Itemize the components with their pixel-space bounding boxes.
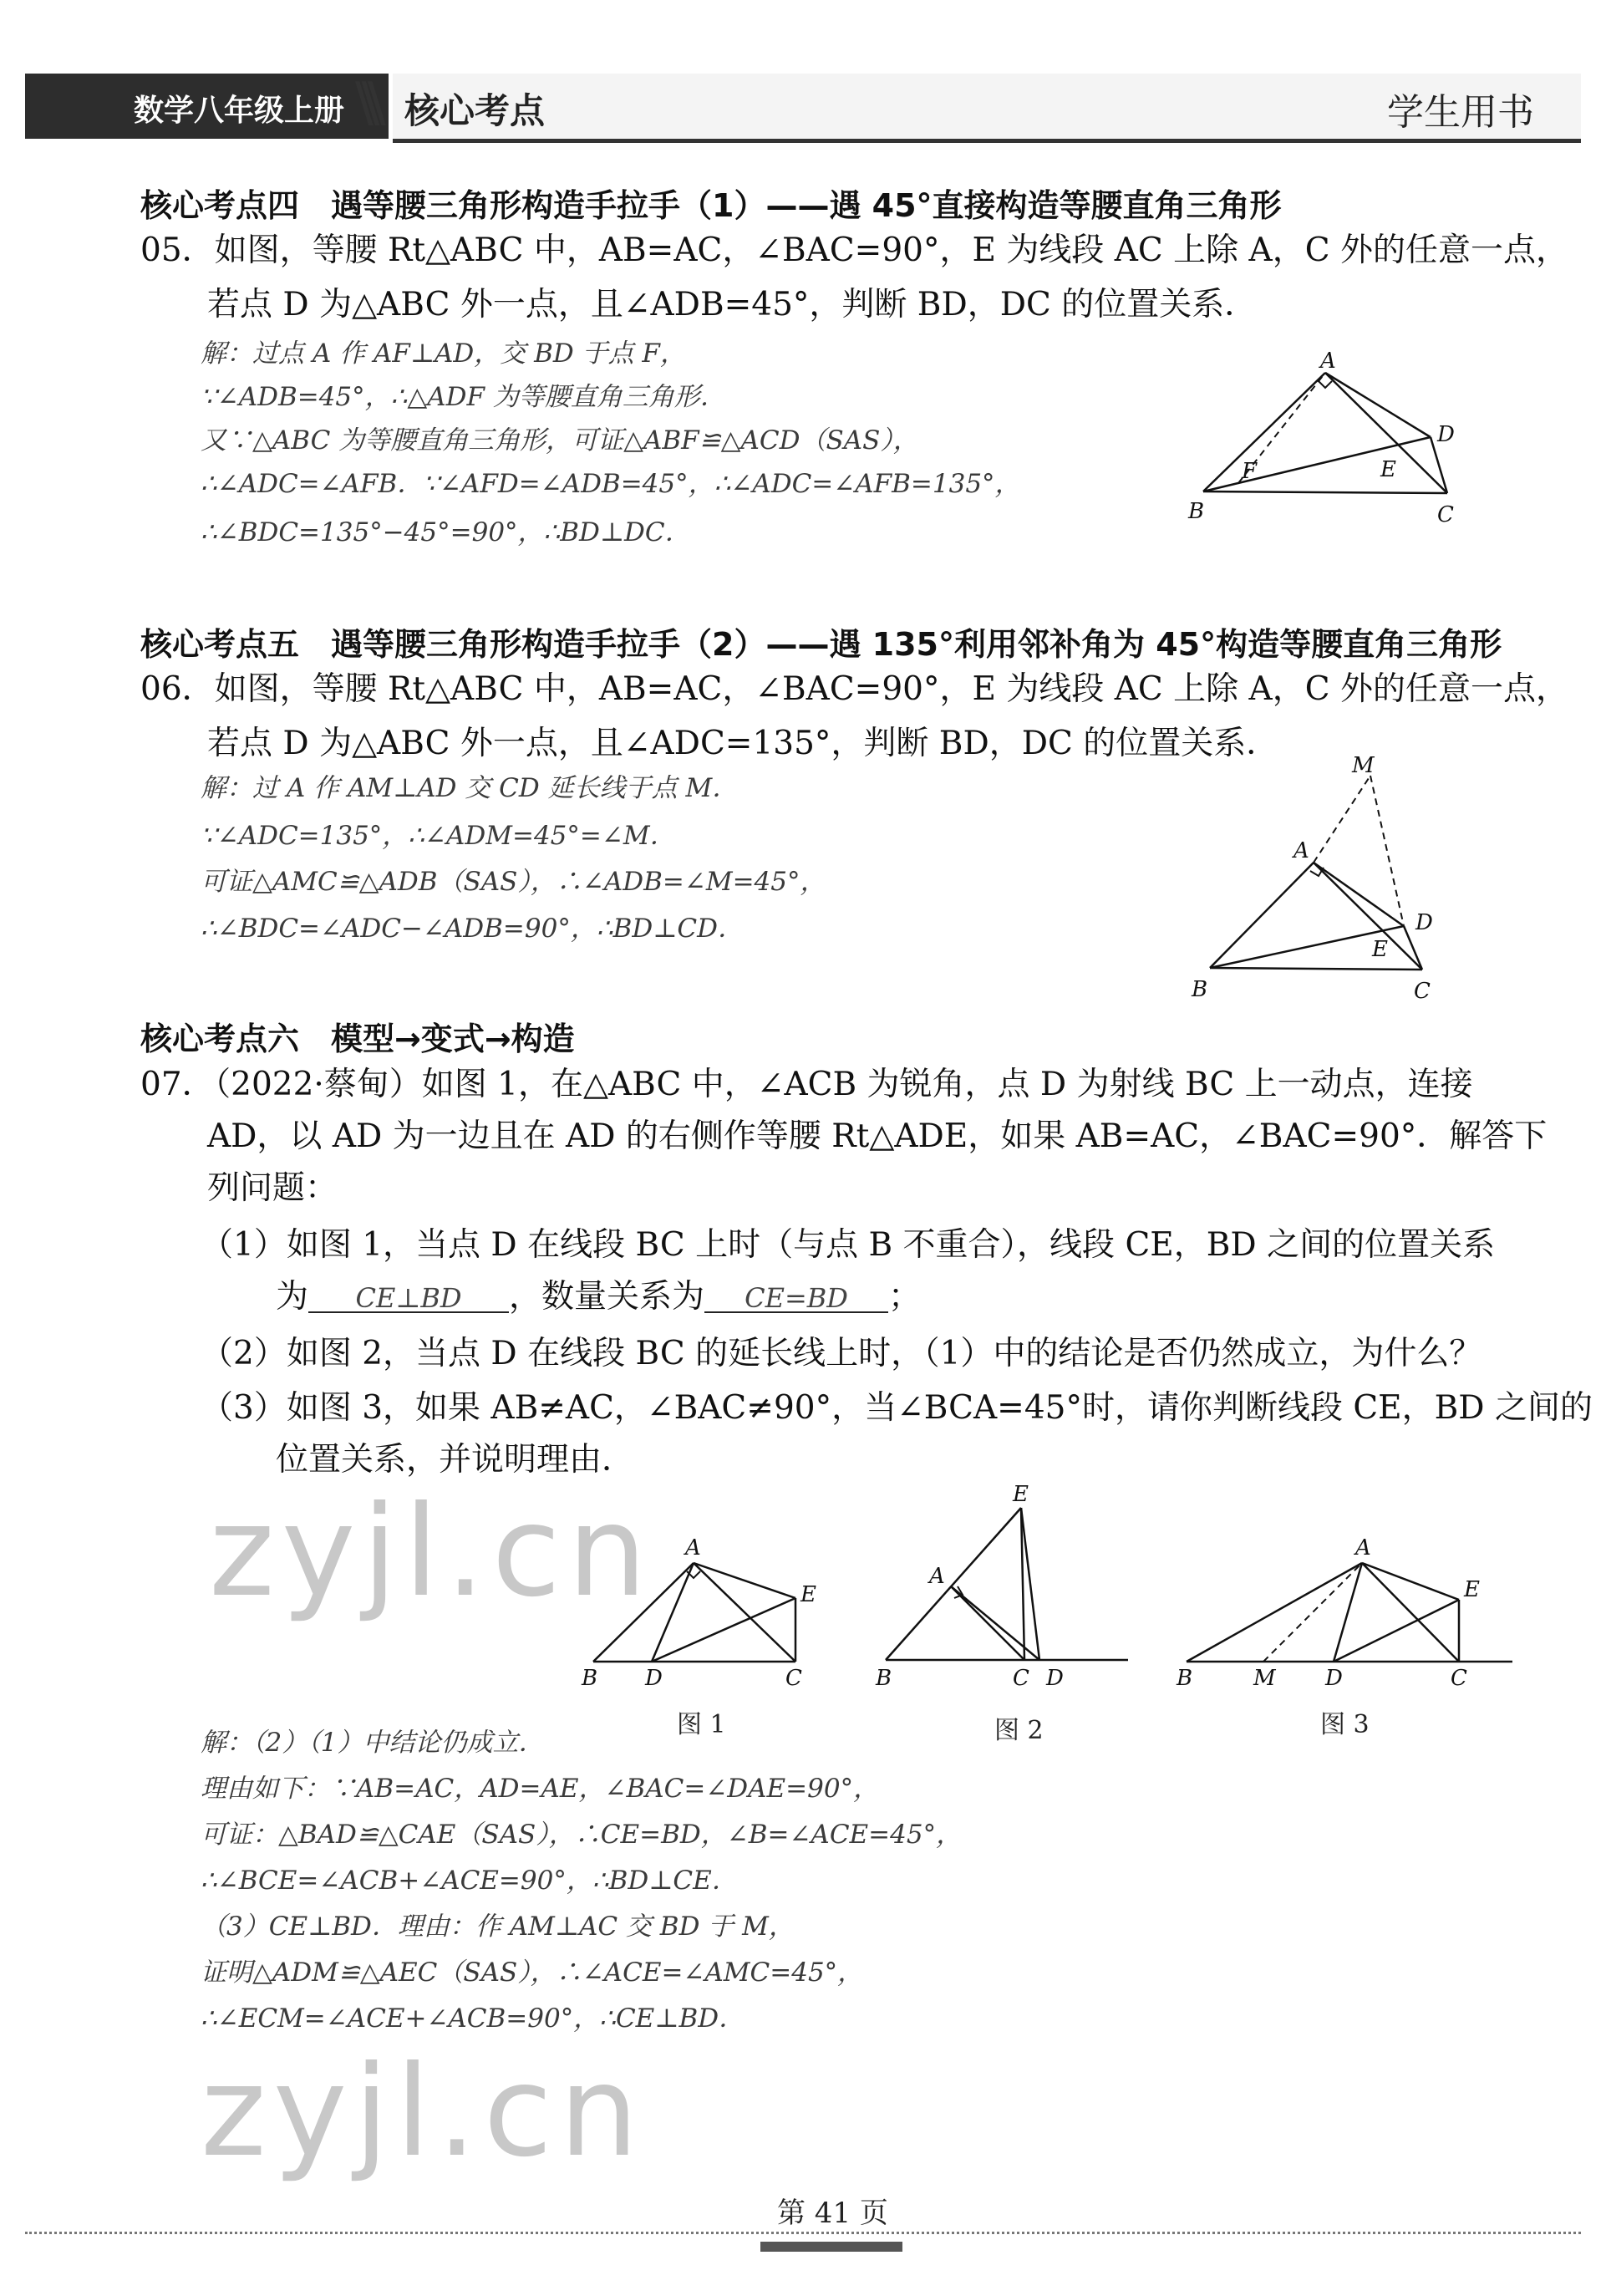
q07-sol-6: 证明△ADM≌△AEC（SAS），∴∠ACE=∠AMC=45°， [201,1957,864,1988]
q05-line2: 若点 D 为△ABC 外一点，且∠ADB=45°，判断 BD，DC 的位置关系． [207,286,1258,323]
fig2-label-b: B [876,1666,892,1688]
q07-part1-pre: 为 [276,1278,309,1316]
q07-part3-line2: 位置关系，并说明理由． [276,1441,635,1479]
fig2-label-c: C [1013,1666,1029,1688]
q07-sol-5: （3）CE⊥BD．理由：作 AM⊥AC 交 BD 于 M， [201,1912,795,1942]
q07-answer-quantity: CE=BD [704,1285,888,1313]
header-book-type: 学生用书 [1387,91,1534,134]
watermark-1: zyjl.cn [209,1479,654,1625]
fig2-label-e: E [1013,1482,1029,1507]
q07-part1-mid: ，数量关系为 [509,1278,705,1316]
fig06-label-c: C [1414,979,1431,1004]
page-number: 第 41 页 [777,2197,888,2230]
fig1-label-e: E [800,1582,816,1607]
q07-part1-line1: （1）如图 1，当点 D 在线段 BC 上时（与点 B 不重合），线段 CE，BD 之间的位置关系 [201,1226,1496,1264]
fig06-label-a: A [1293,838,1309,863]
fig05-label-b: B [1188,499,1205,524]
fig06-label-m: M [1352,753,1375,778]
fig3-label-b: B [1177,1666,1193,1688]
header-divider-icon: \\\ [355,72,374,134]
figure-q07-2 [869,1471,1136,1688]
header-section: 核心考点 [404,90,546,131]
section-6-title: 核心考点六 模型→变式→构造 [140,1021,575,1057]
footer-divider [25,2232,1581,2234]
fig06-label-b: B [1192,977,1208,1002]
fig1-label-b: B [582,1666,598,1688]
figure-q06 [1187,752,1471,1011]
q07-sol-4: ∴∠BCE=∠ACB+∠ACE=90°，∴BD⊥CE． [201,1866,738,1896]
q06-sol-2: ∵∠ADC=135°，∴∠ADM=45°=∠M． [201,821,676,851]
q06-sol-3: 可证△AMC≌△ADB（SAS），∴∠ADB=∠M=45°， [201,867,826,897]
q06-line2: 若点 D 为△ABC 外一点，且∠ADC=135°，判断 BD，DC 的位置关系． [207,725,1279,762]
caption-fig2: 图 2 [994,1716,1044,1745]
fig05-label-a: A [1320,351,1336,374]
q07-sol-2: 理由如下：∵AB=AC，AD=AE，∠BAC=∠DAE=90°， [201,1774,880,1804]
q07-line2: AD，以 AD 为一边且在 AD 的右侧作等腰 Rt△ADE，如果 AB=AC，∠BAC=90°．解答下 [207,1117,1548,1155]
q05-sol-5: ∴∠BDC=135°−45°=90°，∴BD⊥DC． [201,517,691,547]
caption-fig3: 图 3 [1320,1710,1370,1739]
fig3-label-a: A [1355,1535,1371,1560]
q07-line3: 列问题： [207,1169,338,1207]
q05-sol-1: 解：过点 A 作 AF⊥AD，交 BD 于点 F， [201,339,686,369]
fig1-label-c: C [785,1666,802,1688]
fig05-label-d: D [1437,422,1455,447]
header-subject: 数学八年级上册 [134,94,345,128]
q07-sol-1: 解：（2）（1）中结论仍成立． [201,1728,545,1758]
q06-line1: 06．如图，等腰 Rt△ABC 中，AB=AC，∠BAC=90°，E 为线段 AC 上除 A，C 外的任意一点， [140,670,1568,708]
section-4-title: 核心考点四 遇等腰三角形构造手拉手（1）——遇 45°直接构造等腰直角三角形 [140,187,1282,224]
fig05-label-e: E [1380,457,1396,482]
fig1-label-d: D [645,1666,663,1688]
fig2-label-d: D [1046,1666,1064,1688]
q05-sol-3: 又∵△ABC 为等腰直角三角形，可证△ABF≌△ACD（SAS）， [201,425,919,456]
q07-answer-position: CE⊥BD [308,1285,509,1313]
fig05-label-f: F [1242,459,1258,484]
fig1-label-a: A [685,1535,701,1560]
caption-fig1: 图 1 [677,1710,726,1739]
q05-line1: 05．如图，等腰 Rt△ABC 中，AB=AC，∠BAC=90°，E 为线段 AC 上除 A，C 外的任意一点， [140,232,1568,269]
fig06-label-d: D [1415,910,1433,935]
fig3-label-c: C [1451,1666,1467,1688]
figure-q05 [1187,351,1471,527]
q07-part3-line1: （3）如图 3，如果 AB≠AC，∠BAC≠90°，当∠BCA=45°时，请你判断线段 CE，BD 之间的 [201,1389,1593,1427]
watermark-2: zyjl.cn [201,2039,646,2185]
footer-bar [760,2242,902,2252]
fig3-label-m: M [1253,1666,1276,1688]
q07-sol-7: ∴∠ECM=∠ACE+∠ACB=90°，∴CE⊥BD． [201,2003,745,2034]
q07-part1-line2 [276,1278,922,1316]
q06-sol-4: ∴∠BDC=∠ADC−∠ADB=90°，∴BD⊥CD． [201,914,744,944]
fig05-label-c: C [1437,502,1454,527]
figure-q07-1 [577,1530,819,1688]
q07-line1: 07．（2022·蔡甸）如图 1，在△ABC 中，∠ACB 为锐角，点 D 为射线 BC 上一动点，连接 [140,1066,1473,1103]
q07-part1-end: ； [888,1278,922,1316]
figure-q07-3 [1170,1530,1521,1688]
q07-sol-3: 可证：△BAD≌△CAE（SAS），∴CE=BD，∠B=∠ACE=45°， [201,1820,963,1850]
q07-part2: （2）如图 2，当点 D 在线段 BC 的延长线上时，（1）中的结论是否仍然成立，为什么？ [201,1335,1482,1372]
fig2-label-a: A [929,1564,945,1589]
q06-sol-1: 解：过 A 作 AM⊥AD 交 CD 延长线于点 M． [201,773,739,803]
fig06-label-e: E [1372,937,1388,962]
fig3-label-d: D [1325,1666,1343,1688]
q05-sol-2: ∵∠ADB=45°，∴△ADF 为等腰直角三角形． [201,382,726,412]
q05-sol-4: ∴∠ADC=∠AFB．∵∠AFD=∠ADB=45°，∴∠ADC=∠AFB=135°， [201,469,1021,499]
section-5-title: 核心考点五 遇等腰三角形构造手拉手（2）——遇 135°利用邻补角为 45°构造等腰直角三角形 [140,626,1502,663]
fig3-label-e: E [1464,1577,1480,1602]
